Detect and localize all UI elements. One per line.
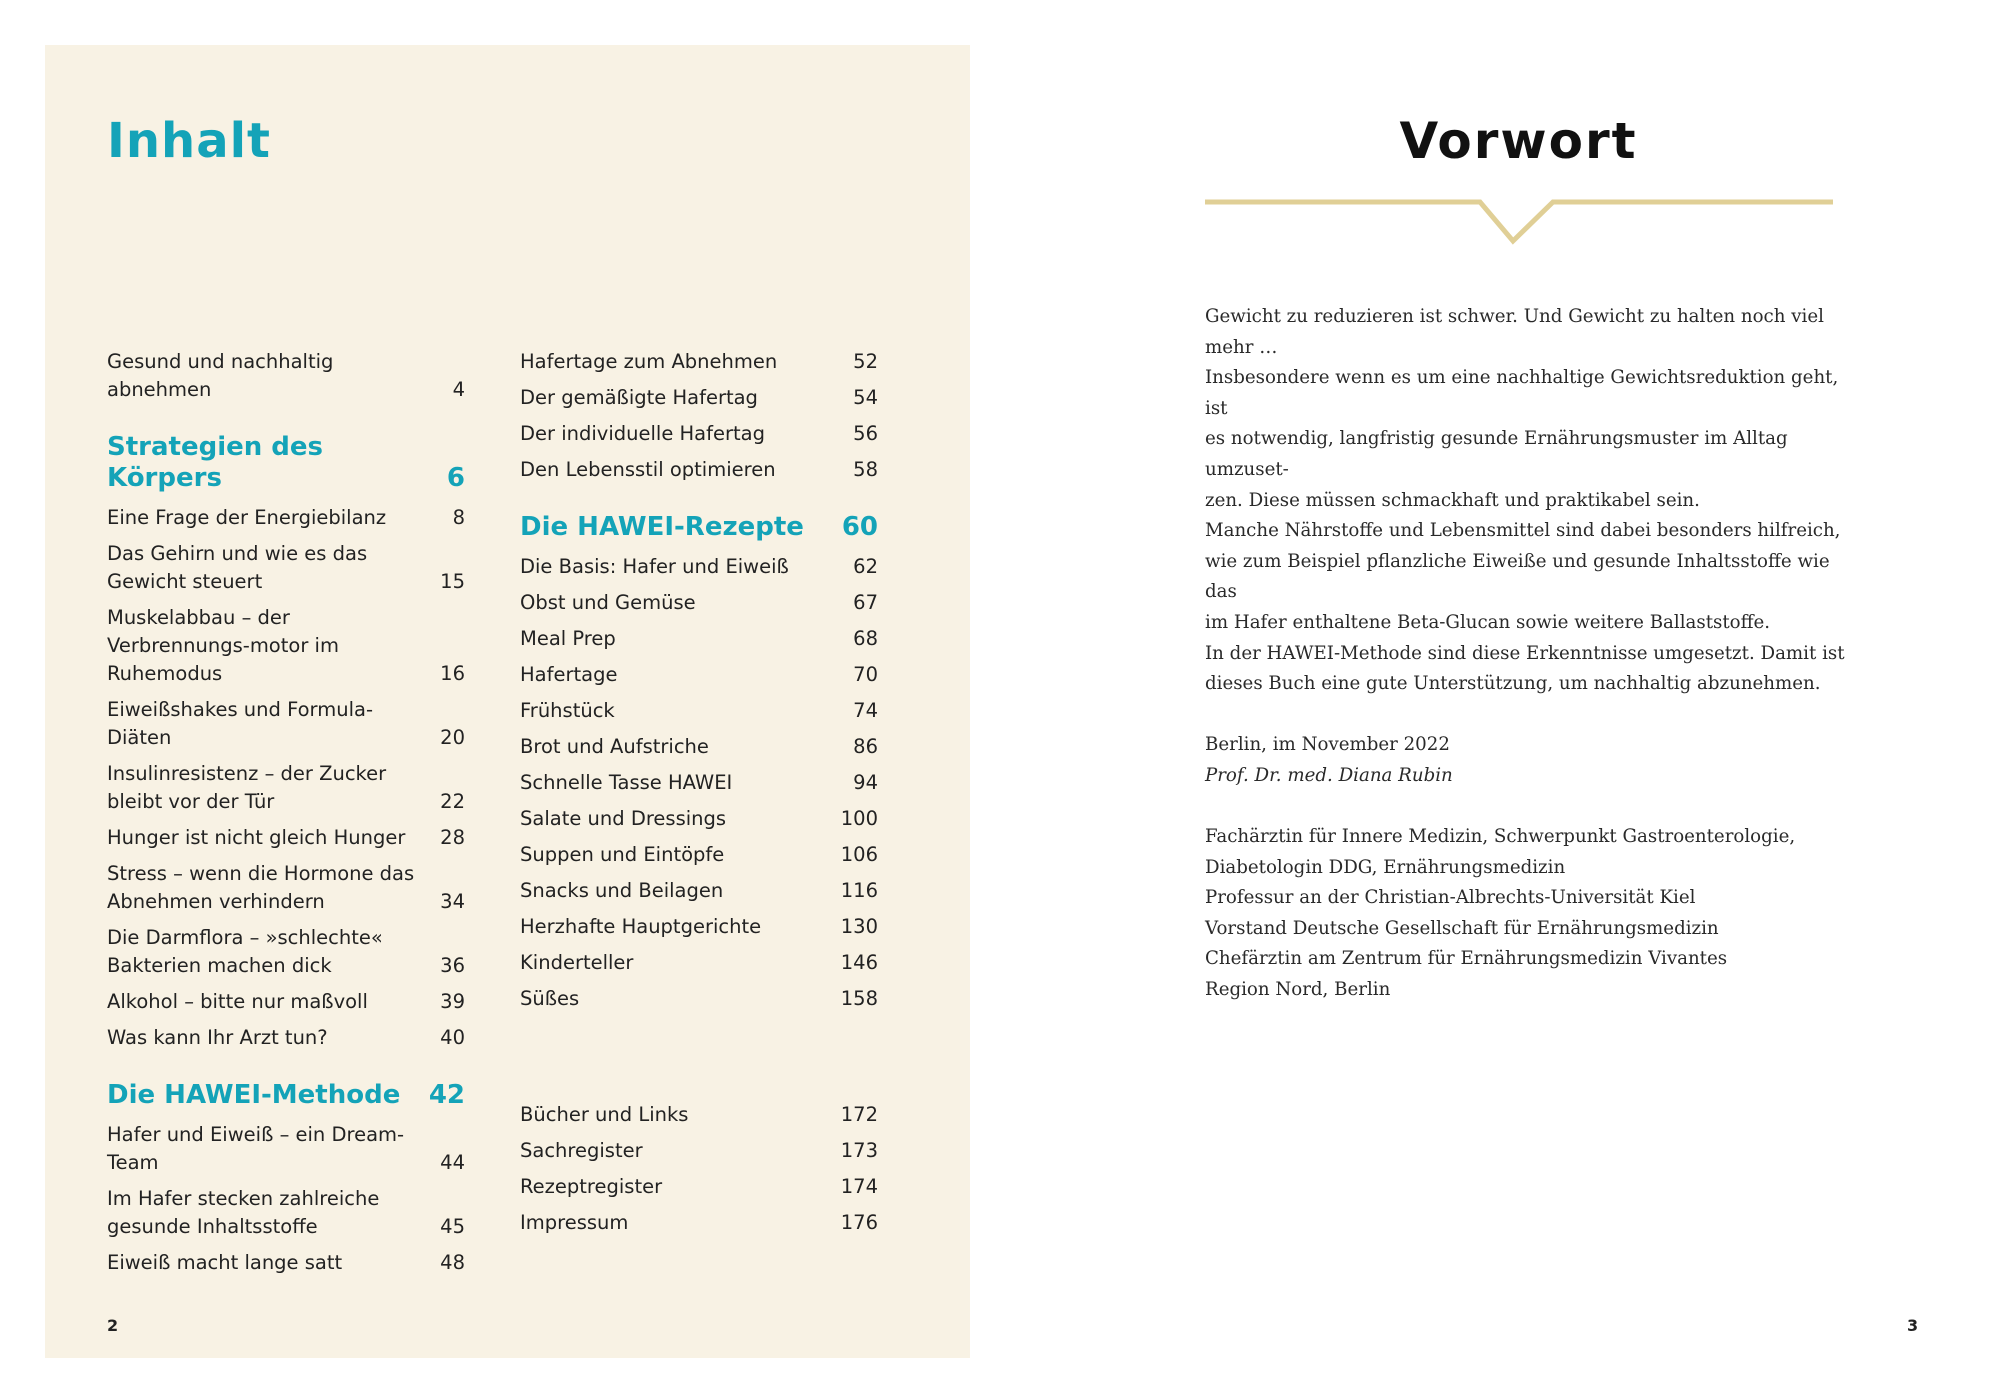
toc-entry-page: 4 bbox=[452, 378, 465, 401]
toc-entry-page: 74 bbox=[853, 699, 878, 722]
toc-entry[interactable] bbox=[520, 1101, 878, 1129]
toc-entry-label: Die Basis: Hafer und Eiweiß bbox=[520, 555, 789, 578]
toc-entry-page: 70 bbox=[853, 663, 878, 686]
toc-entry-label: Impressum bbox=[520, 1211, 629, 1234]
text-line: wie zum Beispiel pflanzliche Eiweiße und gesunde Inhaltsstoffe wie das bbox=[1205, 550, 1830, 603]
toc-entry-label: Hafertage bbox=[520, 663, 618, 686]
toc-group-intro bbox=[107, 348, 465, 404]
toc-section-heading[interactable] bbox=[107, 1080, 465, 1111]
toc-entry-page: 22 bbox=[440, 790, 465, 813]
toc-entry-label: Brot und Aufstriche bbox=[520, 735, 709, 758]
toc-entry-page: 45 bbox=[440, 1215, 465, 1238]
toc-entry-page: 176 bbox=[840, 1211, 878, 1234]
toc-section-heading[interactable] bbox=[520, 512, 878, 543]
toc-entry-label: Das Gehirn und wie es das Gewicht steuert bbox=[107, 542, 368, 593]
toc-entry-page: 28 bbox=[440, 826, 465, 849]
toc-entry-label: Im Hafer stecken zahlreiche gesunde Inhaltsstoffe bbox=[107, 1187, 380, 1238]
toc-entry-label: Hunger ist nicht gleich Hunger bbox=[107, 826, 406, 849]
foreword-place-date: Berlin, im November 2022 bbox=[1205, 734, 1450, 756]
toc-entry-label: Kinderteller bbox=[520, 951, 634, 974]
toc-entry-label: Schnelle Tasse HAWEI bbox=[520, 771, 733, 794]
contents-page bbox=[45, 45, 970, 1358]
toc-entry-label: Alkohol – bitte nur maßvoll bbox=[107, 990, 368, 1013]
toc-entry[interactable] bbox=[520, 733, 878, 761]
toc-entry-page: 16 bbox=[440, 662, 465, 685]
toc-entry[interactable] bbox=[520, 949, 878, 977]
toc-entry-page: 39 bbox=[440, 990, 465, 1013]
toc-entry[interactable] bbox=[520, 697, 878, 725]
toc-entry[interactable] bbox=[520, 420, 878, 448]
text-line: Professur an der Christian-Albrechts-Universität Kiel bbox=[1205, 887, 1696, 909]
toc-entry-label: Der gemäßigte Hafertag bbox=[520, 386, 758, 409]
toc-entry-page: 100 bbox=[840, 807, 878, 830]
toc-entry-label: Süßes bbox=[520, 987, 580, 1010]
toc-entry-label: Eine Frage der Energiebilanz bbox=[107, 506, 387, 529]
section-label: Die HAWEI-Methode bbox=[107, 1080, 401, 1110]
toc-entry-page: 68 bbox=[853, 627, 878, 650]
toc-entry[interactable] bbox=[107, 988, 465, 1016]
toc-entry-page: 8 bbox=[452, 506, 465, 529]
toc-entry-page: 173 bbox=[840, 1139, 878, 1162]
toc-entry[interactable] bbox=[107, 760, 465, 816]
toc-entry[interactable] bbox=[107, 504, 465, 532]
toc-entry[interactable] bbox=[107, 348, 465, 404]
toc-entry-page: 36 bbox=[440, 954, 465, 977]
text-line: Region Nord, Berlin bbox=[1205, 979, 1391, 1001]
toc-entry-label: Sachregister bbox=[520, 1139, 643, 1162]
text-line: Manche Nährstoffe und Lebensmittel sind dabei besonders hilfreich, bbox=[1205, 520, 1841, 542]
page-number-right: 3 bbox=[1907, 1316, 1919, 1335]
section-page: 60 bbox=[841, 512, 878, 542]
section-label: Strategien des Körpers bbox=[107, 432, 324, 493]
toc-entry-label: Bücher und Links bbox=[520, 1103, 689, 1126]
toc-section-heading[interactable] bbox=[107, 432, 465, 494]
toc-entry-label: Snacks und Beilagen bbox=[520, 879, 724, 902]
toc-group-strategies bbox=[107, 504, 465, 1052]
toc-entry[interactable] bbox=[107, 696, 465, 752]
toc-entry-page: 146 bbox=[840, 951, 878, 974]
toc-column-1 bbox=[107, 348, 465, 1285]
toc-entry[interactable] bbox=[520, 625, 878, 653]
text-line: Fachärztin für Innere Medizin, Schwerpunkt Gastroenterologie, bbox=[1205, 826, 1796, 848]
toc-entry-page: 44 bbox=[440, 1151, 465, 1174]
foreword-paragraph bbox=[1205, 302, 1845, 700]
toc-entry[interactable] bbox=[520, 877, 878, 905]
toc-entry-page: 94 bbox=[853, 771, 878, 794]
toc-entry-page: 172 bbox=[840, 1103, 878, 1126]
toc-entry-label: Hafer und Eiweiß – ein Dream-Team bbox=[107, 1123, 405, 1174]
toc-entry-label: Stress – wenn die Hormone das Abnehmen verhindern bbox=[107, 862, 415, 913]
toc-entry[interactable] bbox=[107, 1249, 465, 1277]
toc-spacer bbox=[520, 1021, 878, 1101]
section-label: Die HAWEI-Rezepte bbox=[520, 512, 804, 542]
text-line: Chefärztin am Zentrum für Ernährungsmedizin Vivantes bbox=[1205, 948, 1728, 970]
text-line: Insbesondere wenn es um eine nachhaltige Gewichtsreduktion geht, ist bbox=[1205, 367, 1839, 419]
toc-entry-label: Insulinresistenz – der Zucker bleibt vor der Tür bbox=[107, 762, 387, 813]
toc-entry[interactable] bbox=[520, 985, 878, 1013]
toc-entry[interactable] bbox=[520, 384, 878, 412]
toc-entry-page: 158 bbox=[840, 987, 878, 1010]
toc-entry-page: 130 bbox=[840, 915, 878, 938]
toc-entry[interactable] bbox=[520, 661, 878, 689]
text-line: dieses Buch eine gute Unterstützung, um nachhaltig abzunehmen. bbox=[1205, 673, 1821, 695]
text-line: Vorstand Deutsche Gesellschaft für Ernährungsmedizin bbox=[1205, 917, 1719, 939]
toc-entry-page: 106 bbox=[840, 843, 878, 866]
toc-group-recipes bbox=[520, 553, 878, 1013]
toc-entry-label: Salate und Dressings bbox=[520, 807, 727, 830]
toc-entry[interactable] bbox=[520, 348, 878, 376]
toc-entry[interactable] bbox=[107, 924, 465, 980]
toc-entry-page: 86 bbox=[853, 735, 878, 758]
toc-group-appendix bbox=[520, 1101, 878, 1237]
toc-group-method bbox=[107, 1121, 465, 1277]
toc-entry-label: Der individuelle Hafertag bbox=[520, 422, 765, 445]
toc-entry-page: 116 bbox=[840, 879, 878, 902]
toc-entry-label: Eiweißshakes und Formula-Diäten bbox=[107, 698, 373, 749]
contents-title: Inhalt bbox=[107, 113, 271, 169]
toc-entry[interactable] bbox=[520, 769, 878, 797]
text-line: zen. Diese müssen schmackhaft und praktikabel sein. bbox=[1205, 489, 1700, 511]
toc-entry-label: Obst und Gemüse bbox=[520, 591, 696, 614]
text-line: In der HAWEI-Methode sind diese Erkenntnisse umgesetzt. Damit ist bbox=[1205, 642, 1845, 664]
toc-entry-page: 40 bbox=[440, 1026, 465, 1049]
toc-entry-label: Herzhafte Hauptgerichte bbox=[520, 915, 762, 938]
toc-entry-page: 54 bbox=[853, 386, 878, 409]
toc-entry-page: 52 bbox=[853, 350, 878, 373]
toc-group-hafertage bbox=[520, 348, 878, 484]
toc-entry[interactable] bbox=[107, 540, 465, 596]
toc-entry[interactable] bbox=[107, 860, 465, 916]
toc-entry-label: Hafertage zum Abnehmen bbox=[520, 350, 778, 373]
page-number-left: 2 bbox=[107, 1316, 119, 1335]
foreword-title: Vorwort bbox=[1399, 112, 1638, 170]
toc-entry-label: Eiweiß macht lange satt bbox=[107, 1251, 343, 1274]
section-page: 6 bbox=[446, 463, 465, 493]
toc-entry[interactable] bbox=[107, 604, 465, 688]
blank-line bbox=[1205, 792, 1845, 823]
toc-entry[interactable] bbox=[520, 805, 878, 833]
toc-entry[interactable] bbox=[107, 1185, 465, 1241]
toc-entry[interactable] bbox=[520, 913, 878, 941]
toc-entry-page: 56 bbox=[853, 422, 878, 445]
toc-entry-label: Suppen und Eintöpfe bbox=[520, 843, 725, 866]
text-line: Diabetologin DDG, Ernährungsmedizin bbox=[1205, 856, 1566, 878]
toc-entry-page: 20 bbox=[440, 726, 465, 749]
toc-entry-label: Muskelabbau – der Verbrennungs-motor im Ruhemodus bbox=[107, 606, 339, 685]
toc-entry-page: 48 bbox=[440, 1251, 465, 1274]
toc-entry-page: 15 bbox=[440, 570, 465, 593]
toc-entry[interactable] bbox=[520, 841, 878, 869]
toc-entry-label: Frühstück bbox=[520, 699, 615, 722]
toc-entry-label: Rezeptregister bbox=[520, 1175, 663, 1198]
toc-entry[interactable] bbox=[520, 456, 878, 484]
toc-entry-label: Was kann Ihr Arzt tun? bbox=[107, 1026, 328, 1049]
foreword-body bbox=[1205, 302, 1845, 1006]
text-line: Gewicht zu reduzieren ist schwer. Und Gewicht zu halten noch viel mehr … bbox=[1205, 306, 1824, 358]
section-page: 42 bbox=[428, 1080, 465, 1110]
toc-entry[interactable] bbox=[520, 1137, 878, 1165]
toc-entry[interactable] bbox=[107, 1121, 465, 1177]
toc-entry[interactable] bbox=[107, 824, 465, 852]
blank-line bbox=[1205, 700, 1845, 731]
toc-entry-label: Gesund und nachhaltig abnehmen bbox=[107, 350, 334, 401]
toc-entry-page: 58 bbox=[853, 458, 878, 481]
toc-entry[interactable] bbox=[520, 1209, 878, 1237]
toc-entry-page: 67 bbox=[853, 591, 878, 614]
text-line: es notwendig, langfristig gesunde Ernährungsmuster im Alltag umzuset- bbox=[1205, 428, 1788, 480]
author-credentials bbox=[1205, 822, 1845, 1006]
toc-entry[interactable] bbox=[107, 1024, 465, 1052]
toc-entry-label: Die Darmflora – »schlechte« Bakterien machen dick bbox=[107, 926, 383, 977]
foreword-author: Prof. Dr. med. Diana Rubin bbox=[1205, 764, 1453, 786]
text-line: im Hafer enthaltene Beta-Glucan sowie weitere Ballaststoffe. bbox=[1205, 611, 1771, 633]
toc-column-2 bbox=[520, 348, 878, 1245]
toc-entry-label: Meal Prep bbox=[520, 627, 616, 650]
toc-entry[interactable] bbox=[520, 1173, 878, 1201]
toc-entry[interactable] bbox=[520, 553, 878, 581]
toc-entry-page: 174 bbox=[840, 1175, 878, 1198]
toc-entry-label: Den Lebensstil optimieren bbox=[520, 458, 776, 481]
toc-entry[interactable] bbox=[520, 589, 878, 617]
toc-entry-page: 62 bbox=[853, 555, 878, 578]
toc-entry-page: 34 bbox=[440, 890, 465, 913]
chevron-divider-icon bbox=[1205, 196, 1833, 248]
